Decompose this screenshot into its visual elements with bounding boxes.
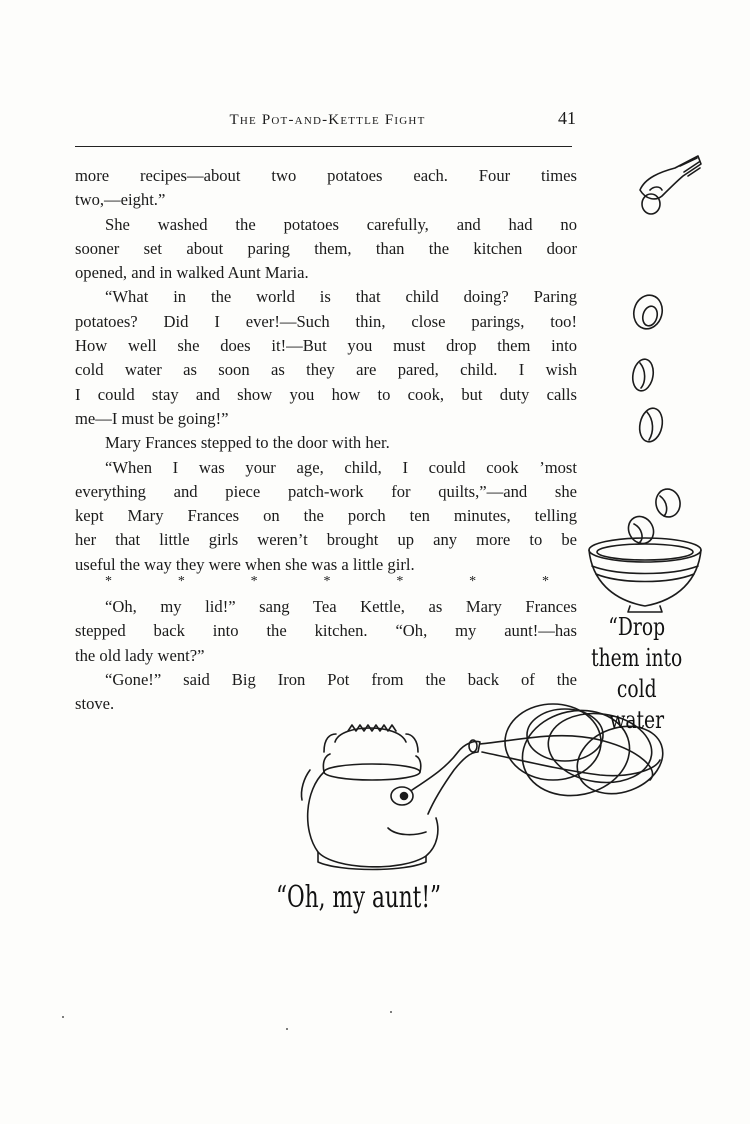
speck	[62, 1016, 64, 1018]
text-line: opened, and in walked Aunt Maria.	[75, 263, 309, 283]
text-line: “What in the world is that child doing? Paring	[105, 287, 577, 307]
text-line: “Oh, my lid!” sang Tea Kettle, as Mary Frances	[105, 597, 577, 617]
text-line: I could stay and show you how to cook, but duty calls	[75, 384, 577, 404]
text-line: potatoes? Did I ever!—Such thin, close parings, too!	[75, 311, 577, 331]
text-line: How well she does it!—But you must drop them into	[75, 336, 577, 356]
potato-illustration	[630, 358, 655, 393]
text-line: two,—eight.”	[75, 190, 166, 210]
speck	[390, 1011, 392, 1013]
potato-illustration	[637, 406, 666, 444]
kettle-caption: “Oh, my aunt!”	[276, 880, 442, 915]
text-line: cold water as soon as they are pared, child. I wish	[75, 360, 577, 380]
text-line: kept Mary Frances on the porch ten minutes, telling	[75, 506, 577, 526]
text-line: useful the way they were when she was a little girl.	[75, 554, 415, 574]
separator-star: *	[396, 574, 404, 590]
text-line: more recipes—about two potatoes each. Four times	[75, 166, 577, 185]
separator-star: *	[323, 574, 331, 590]
text-line: her that little girls weren’t brought up any more to be	[75, 530, 577, 550]
caption-line: them into	[591, 644, 683, 672]
bowl-caption	[586, 612, 687, 736]
text-line: me—I must be going!”	[75, 408, 229, 428]
text-line: the old lady went?”	[75, 645, 205, 665]
text-line: “Gone!” said Big Iron Pot from the back of the	[105, 669, 577, 689]
separator-star: *	[177, 574, 185, 590]
text-line: sooner set about paring them, than the kitchen door	[75, 238, 577, 258]
text-line: stepped back into the kitchen. “Oh, my aunt!—has	[75, 621, 577, 641]
hand-illustration	[640, 156, 701, 214]
text-line: She washed the potatoes carefully, and had no	[105, 214, 577, 234]
potato-illustration	[630, 292, 666, 332]
text-line: stove.	[75, 694, 115, 714]
text-line: everything and piece patch-work for quilts,”—and she	[75, 481, 577, 501]
chapter-title: The Pot-and-Kettle Fight	[229, 112, 426, 128]
separator-star: *	[250, 574, 258, 590]
page-number: 41	[558, 108, 576, 128]
separator-star: *	[105, 574, 112, 590]
text-line: “When I was your age, child, I could cook ’most	[105, 457, 577, 477]
speck	[286, 1028, 288, 1030]
caption-line: cold	[616, 675, 657, 703]
text-line: Mary Frances stepped to the door with her.	[105, 433, 390, 453]
caption-line: “Drop	[608, 613, 666, 641]
separator-star: *	[469, 574, 477, 590]
caption-line: water	[609, 706, 665, 734]
bowl-illustration	[589, 538, 701, 612]
separator-star: *	[541, 574, 549, 590]
